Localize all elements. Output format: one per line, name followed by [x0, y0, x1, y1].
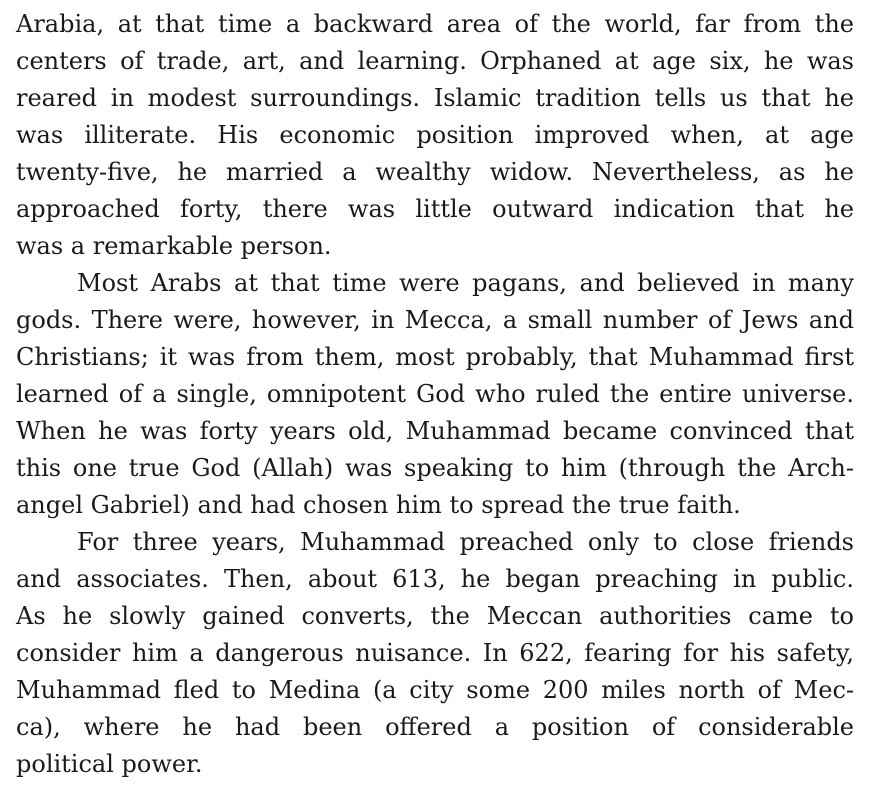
text-line: political power.: [16, 750, 203, 778]
text-line: centers of trade, art, and learning. Orphaned at age six, he was: [16, 47, 854, 75]
text-line: As he slowly gained converts, the Meccan authorities came to: [16, 602, 854, 630]
paragraph-1: [16, 6, 854, 265]
text-line: Most Arabs at that time were pagans, and believed in many: [77, 269, 854, 297]
document-page: [16, 0, 854, 783]
paragraph-2: [16, 265, 854, 524]
text-line: consider him a dangerous nuisance. In 622, fearing for his safety,: [16, 639, 854, 667]
text-line: reared in modest surroundings. Islamic tradition tells us that he: [16, 84, 854, 112]
text-line: Arabia, at that time a backward area of the world, far from the: [16, 10, 854, 38]
text-line: twenty-five, he married a wealthy widow. Nevertheless, as he: [16, 158, 854, 186]
text-line: was a remarkable person.: [16, 232, 332, 260]
text-line: ca), where he had been offered a position of considerable: [16, 713, 854, 741]
text-line: and associates. Then, about 613, he began preaching in public.: [16, 565, 854, 593]
text-line: this one true God (Allah) was speaking to him (through the Arch-: [16, 454, 854, 482]
text-line: learned of a single, omnipotent God who ruled the entire universe.: [16, 380, 854, 408]
text-line: When he was forty years old, Muhammad became convinced that: [16, 417, 854, 445]
text-line: gods. There were, however, in Mecca, a small number of Jews and: [16, 306, 854, 334]
text-line: For three years, Muhammad preached only to close friends: [77, 528, 854, 556]
text-line: Muhammad fled to Medina (a city some 200 miles north of Mec-: [16, 676, 854, 704]
text-line: was illiterate. His economic position improved when, at age: [16, 121, 854, 149]
text-line: Christians; it was from them, most probably, that Muhammad first: [16, 343, 854, 371]
paragraph-3: [16, 524, 854, 783]
text-line: angel Gabriel) and had chosen him to spread the true faith.: [16, 491, 741, 519]
text-line: approached forty, there was little outward indication that he: [16, 195, 854, 223]
